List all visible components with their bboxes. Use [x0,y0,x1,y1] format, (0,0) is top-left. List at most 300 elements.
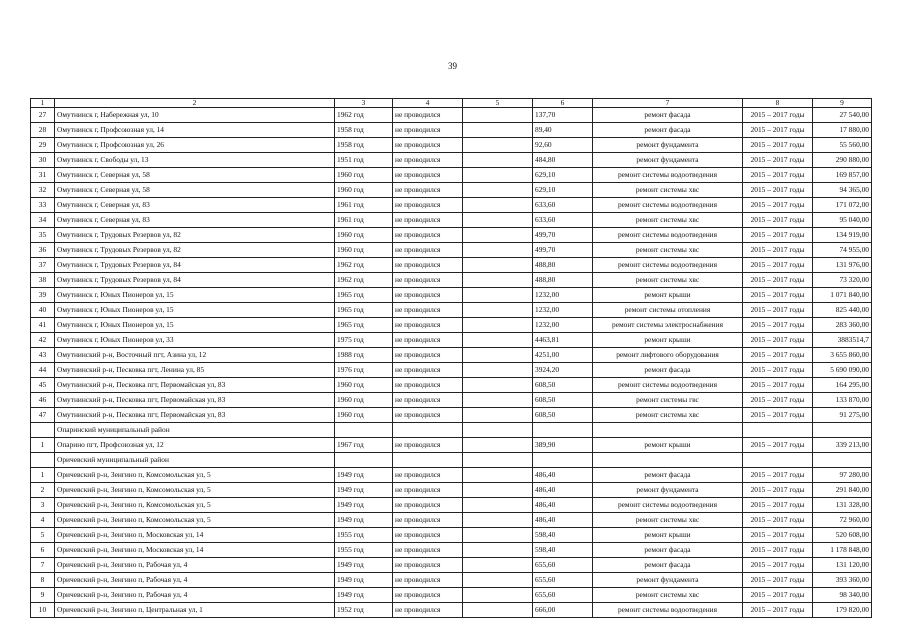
year-built-cell: 1960 год [335,393,393,408]
last-repair-cell: не проводился [393,498,463,513]
table-row [31,198,872,213]
column-5-cell [463,483,533,498]
area-cell: 655,60 [533,573,593,588]
table-row [31,513,872,528]
column-5-cell [463,273,533,288]
address-cell: Омутнинск г, Трудовых Резервов ул, 84 [55,258,335,273]
table-row [31,588,872,603]
year-built-cell: 1960 год [335,243,393,258]
column-5-cell [463,153,533,168]
address-cell: Оричевский р-н, Зенгино п, Рабочая ул, 4 [55,558,335,573]
cost-cell: 134 919,00 [813,228,872,243]
row-number-cell: 40 [31,303,55,318]
last-repair-cell: не проводился [393,273,463,288]
address-cell: Оричевский р-н, Зенгино п, Центральная ул, 1 [55,603,335,618]
last-repair-cell: не проводился [393,558,463,573]
work-type-cell: ремонт системы водоотведения [593,168,743,183]
row-number-cell: 1 [31,468,55,483]
empty-cell [463,423,533,438]
section-title: Опаринский муниципальный район [55,423,335,438]
table-row [31,408,872,423]
empty-cell [463,453,533,468]
period-cell: 2015 – 2017 годы [743,243,813,258]
row-number-cell: 9 [31,588,55,603]
section-row [31,423,872,438]
area-cell: 666,00 [533,603,593,618]
period-cell: 2015 – 2017 годы [743,363,813,378]
column-5-cell [463,243,533,258]
address-cell: Оричевский р-н, Зенгино п, Московская ул, 14 [55,543,335,558]
section-title: Оричевский муниципальный район [55,453,335,468]
address-cell: Омутнинский р-н, Песковка пгт, Первомайская ул, 83 [55,378,335,393]
column-5-cell [463,348,533,363]
empty-cell [743,453,813,468]
table-row [31,378,872,393]
column-5-cell [463,603,533,618]
table-row [31,438,872,453]
last-repair-cell: не проводился [393,318,463,333]
cost-cell: 169 857,00 [813,168,872,183]
period-cell: 2015 – 2017 годы [743,333,813,348]
empty-cell [533,453,593,468]
period-cell: 2015 – 2017 годы [743,513,813,528]
work-type-cell: ремонт системы хвс [593,243,743,258]
last-repair-cell: не проводился [393,543,463,558]
cost-cell: 290 880,00 [813,153,872,168]
last-repair-cell: не проводился [393,108,463,123]
year-built-cell: 1949 год [335,498,393,513]
row-number-cell: 28 [31,123,55,138]
table-row [31,498,872,513]
year-built-cell: 1949 год [335,483,393,498]
cost-cell: 393 360,00 [813,573,872,588]
column-header: 2 [55,99,335,108]
empty-cell [533,423,593,438]
address-cell: Омутнинск г, Северная ул, 58 [55,183,335,198]
last-repair-cell: не проводился [393,348,463,363]
year-built-cell: 1965 год [335,303,393,318]
section-row [31,453,872,468]
cost-cell: 91 275,00 [813,408,872,423]
work-type-cell: ремонт системы водоотведения [593,258,743,273]
work-type-cell: ремонт фасада [593,108,743,123]
year-built-cell: 1955 год [335,543,393,558]
column-5-cell [463,438,533,453]
last-repair-cell: не проводился [393,303,463,318]
address-cell: Омутнинск г, Трудовых Резервов ул, 82 [55,243,335,258]
work-type-cell: ремонт системы хвс [593,273,743,288]
row-number-cell: 38 [31,273,55,288]
period-cell: 2015 – 2017 годы [743,198,813,213]
work-type-cell: ремонт крыши [593,438,743,453]
year-built-cell: 1958 год [335,123,393,138]
cost-cell: 98 340,00 [813,588,872,603]
work-type-cell: ремонт системы водоотведения [593,378,743,393]
table-body [31,108,872,618]
cost-cell: 164 295,00 [813,378,872,393]
row-number-cell: 1 [31,438,55,453]
column-number-row [31,99,872,108]
address-cell: Оричевский р-н, Зенгино п, Комсомольская ул, 5 [55,498,335,513]
address-cell: Омутнинский р-н, Песковка пгт, Первомайская ул, 83 [55,393,335,408]
work-type-cell: ремонт крыши [593,528,743,543]
period-cell: 2015 – 2017 годы [743,528,813,543]
period-cell: 2015 – 2017 годы [743,108,813,123]
last-repair-cell: не проводился [393,228,463,243]
column-5-cell [463,123,533,138]
last-repair-cell: не проводился [393,123,463,138]
column-5-cell [463,198,533,213]
row-number-cell: 8 [31,573,55,588]
table-row [31,363,872,378]
period-cell: 2015 – 2017 годы [743,588,813,603]
table-row [31,543,872,558]
table-row [31,483,872,498]
area-cell: 1232,00 [533,318,593,333]
table-row [31,393,872,408]
cost-cell: 131 976,00 [813,258,872,273]
table-row [31,108,872,123]
row-number-cell: 35 [31,228,55,243]
area-cell: 1232,00 [533,303,593,318]
last-repair-cell: не проводился [393,138,463,153]
work-type-cell: ремонт системы отопления [593,303,743,318]
year-built-cell: 1975 год [335,333,393,348]
address-cell: Омутнинск г, Северная ул, 58 [55,168,335,183]
area-cell: 608,50 [533,408,593,423]
cost-cell: 55 560,00 [813,138,872,153]
work-type-cell: ремонт системы хвс [593,588,743,603]
work-type-cell: ремонт системы хвс [593,513,743,528]
period-cell: 2015 – 2017 годы [743,168,813,183]
row-number-cell: 3 [31,498,55,513]
period-cell: 2015 – 2017 годы [743,408,813,423]
repair-program-table [30,98,872,618]
address-cell: Оричевский р-н, Зенгино п, Комсомольская ул, 5 [55,513,335,528]
period-cell: 2015 – 2017 годы [743,228,813,243]
year-built-cell: 1960 год [335,408,393,423]
row-number-cell: 43 [31,348,55,363]
cost-cell: 72 960,00 [813,513,872,528]
period-cell: 2015 – 2017 годы [743,258,813,273]
row-number-cell: 31 [31,168,55,183]
table-row [31,258,872,273]
column-5-cell [463,333,533,348]
page-number: 39 [448,61,457,71]
cost-cell: 95 040,00 [813,213,872,228]
empty-cell [393,423,463,438]
cost-cell: 97 280,00 [813,468,872,483]
period-cell: 2015 – 2017 годы [743,288,813,303]
address-cell: Омутнинск г, Юных Пионеров ул, 15 [55,318,335,333]
column-5-cell [463,288,533,303]
last-repair-cell: не проводился [393,438,463,453]
last-repair-cell: не проводился [393,288,463,303]
year-built-cell: 1960 год [335,168,393,183]
year-built-cell: 1949 год [335,513,393,528]
last-repair-cell: не проводился [393,573,463,588]
cost-cell: 131 328,00 [813,498,872,513]
year-built-cell: 1960 год [335,228,393,243]
table-row [31,168,872,183]
cost-cell: 133 870,00 [813,393,872,408]
area-cell: 488,80 [533,258,593,273]
table-row [31,573,872,588]
cost-cell: 5 690 090,00 [813,363,872,378]
empty-cell [743,423,813,438]
column-header: 3 [335,99,393,108]
year-built-cell: 1958 год [335,138,393,153]
year-built-cell: 1949 год [335,558,393,573]
area-cell: 598,40 [533,528,593,543]
column-5-cell [463,183,533,198]
column-5-cell [463,408,533,423]
area-cell: 499,70 [533,243,593,258]
row-number-cell: 42 [31,333,55,348]
area-cell: 486,40 [533,513,593,528]
period-cell: 2015 – 2017 годы [743,498,813,513]
year-built-cell: 1962 год [335,108,393,123]
table-row [31,528,872,543]
column-5-cell [463,228,533,243]
area-cell: 608,50 [533,378,593,393]
cost-cell: 825 440,00 [813,303,872,318]
row-number-cell: 41 [31,318,55,333]
row-number-cell: 5 [31,528,55,543]
last-repair-cell: не проводился [393,183,463,198]
row-number-cell: 27 [31,108,55,123]
column-header: 5 [463,99,533,108]
cost-cell: 171 072,00 [813,198,872,213]
column-5-cell [463,468,533,483]
last-repair-cell: не проводился [393,468,463,483]
address-cell: Омутнинский р-н, Песковка пгт, Первомайская ул, 83 [55,408,335,423]
work-type-cell: ремонт системы водоотведения [593,603,743,618]
work-type-cell: ремонт системы водоотведения [593,228,743,243]
row-number-cell: 10 [31,603,55,618]
work-type-cell: ремонт фундамента [593,153,743,168]
work-type-cell: ремонт системы хвс [593,183,743,198]
cost-cell: 73 320,00 [813,273,872,288]
column-5-cell [463,498,533,513]
area-cell: 598,40 [533,543,593,558]
year-built-cell: 1965 год [335,288,393,303]
work-type-cell: ремонт лифтового оборудования [593,348,743,363]
area-cell: 486,40 [533,483,593,498]
last-repair-cell: не проводился [393,243,463,258]
cost-cell: 74 955,00 [813,243,872,258]
area-cell: 629,10 [533,168,593,183]
address-cell: Омутнинский р-н, Восточный пгт, Азина ул, 12 [55,348,335,363]
cost-cell: 283 360,00 [813,318,872,333]
year-built-cell: 1967 год [335,438,393,453]
period-cell: 2015 – 2017 годы [743,393,813,408]
column-5-cell [463,318,533,333]
period-cell: 2015 – 2017 годы [743,378,813,393]
period-cell: 2015 – 2017 годы [743,483,813,498]
year-built-cell: 1955 год [335,528,393,543]
table-row [31,288,872,303]
column-5-cell [463,528,533,543]
column-5-cell [463,258,533,273]
year-built-cell: 1949 год [335,468,393,483]
period-cell: 2015 – 2017 годы [743,543,813,558]
address-cell: Оричевский р-н, Зенгино п, Комсомольская ул, 5 [55,483,335,498]
period-cell: 2015 – 2017 годы [743,153,813,168]
column-header: 6 [533,99,593,108]
row-number-cell: 32 [31,183,55,198]
table-row [31,468,872,483]
last-repair-cell: не проводился [393,213,463,228]
address-cell: Омутнинск г, Профсоюзная ул, 14 [55,123,335,138]
empty-cell [593,423,743,438]
table-row [31,333,872,348]
address-cell: Оричевский р-н, Зенгино п, Комсомольская ул, 5 [55,468,335,483]
column-5-cell [463,573,533,588]
area-cell: 655,60 [533,588,593,603]
period-cell: 2015 – 2017 годы [743,348,813,363]
column-header: 7 [593,99,743,108]
column-header: 4 [393,99,463,108]
work-type-cell: ремонт фасада [593,123,743,138]
column-5-cell [463,138,533,153]
row-number-cell: 37 [31,258,55,273]
year-built-cell: 1962 год [335,258,393,273]
cost-cell: 1 071 840,00 [813,288,872,303]
area-cell: 633,60 [533,198,593,213]
period-cell: 2015 – 2017 годы [743,558,813,573]
period-cell: 2015 – 2017 годы [743,438,813,453]
table-row [31,138,872,153]
column-5-cell [463,393,533,408]
column-5-cell [463,588,533,603]
column-5-cell [463,378,533,393]
work-type-cell: ремонт системы гвс [593,393,743,408]
section-number-cell [31,423,55,438]
year-built-cell: 1961 год [335,198,393,213]
year-built-cell: 1962 год [335,273,393,288]
period-cell: 2015 – 2017 годы [743,183,813,198]
address-cell: Омутнинск г, Юных Пионеров ул, 33 [55,333,335,348]
row-number-cell: 4 [31,513,55,528]
address-cell: Омутнинск г, Юных Пионеров ул, 15 [55,288,335,303]
cost-cell: 1 178 848,00 [813,543,872,558]
address-cell: Омутнинск г, Северная ул, 83 [55,198,335,213]
table-row [31,123,872,138]
area-cell: 3924,20 [533,363,593,378]
period-cell: 2015 – 2017 годы [743,603,813,618]
work-type-cell: ремонт фасада [593,468,743,483]
work-type-cell: ремонт системы хвс [593,213,743,228]
row-number-cell: 47 [31,408,55,423]
year-built-cell: 1951 год [335,153,393,168]
empty-cell [335,453,393,468]
row-number-cell: 33 [31,198,55,213]
area-cell: 4251,00 [533,348,593,363]
table-row [31,558,872,573]
row-number-cell: 2 [31,483,55,498]
address-cell: Омутнинск г, Северная ул, 83 [55,213,335,228]
row-number-cell: 29 [31,138,55,153]
column-header: 9 [813,99,872,108]
last-repair-cell: не проводился [393,588,463,603]
year-built-cell: 1960 год [335,378,393,393]
period-cell: 2015 – 2017 годы [743,468,813,483]
year-built-cell: 1949 год [335,573,393,588]
table-row [31,243,872,258]
period-cell: 2015 – 2017 годы [743,138,813,153]
empty-cell [393,453,463,468]
work-type-cell: ремонт фасада [593,363,743,378]
period-cell: 2015 – 2017 годы [743,303,813,318]
cost-cell: 17 880,00 [813,123,872,138]
row-number-cell: 46 [31,393,55,408]
work-type-cell: ремонт системы электроснабжения [593,318,743,333]
area-cell: 484,80 [533,153,593,168]
area-cell: 4463,81 [533,333,593,348]
table-row [31,213,872,228]
last-repair-cell: не проводился [393,513,463,528]
address-cell: Омутнинск г, Юных Пионеров ул, 15 [55,303,335,318]
row-number-cell: 36 [31,243,55,258]
last-repair-cell: не проводился [393,603,463,618]
last-repair-cell: не проводился [393,198,463,213]
work-type-cell: ремонт крыши [593,333,743,348]
last-repair-cell: не проводился [393,153,463,168]
address-cell: Оричевский р-н, Зенгино п, Рабочая ул, 4 [55,588,335,603]
area-cell: 629,10 [533,183,593,198]
year-built-cell: 1949 год [335,588,393,603]
year-built-cell: 1960 год [335,183,393,198]
address-cell: Омутнинск г, Трудовых Резервов ул, 84 [55,273,335,288]
column-5-cell [463,168,533,183]
row-number-cell: 7 [31,558,55,573]
cost-cell: 3883514,7 [813,333,872,348]
address-cell: Оричевский р-н, Зенгино п, Московская ул, 14 [55,528,335,543]
table-row [31,183,872,198]
row-number-cell: 34 [31,213,55,228]
table-row [31,303,872,318]
table-row [31,603,872,618]
cost-cell: 94 365,00 [813,183,872,198]
area-cell: 488,80 [533,273,593,288]
period-cell: 2015 – 2017 годы [743,573,813,588]
year-built-cell: 1952 год [335,603,393,618]
last-repair-cell: не проводился [393,333,463,348]
address-cell: Оричевский р-н, Зенгино п, Рабочая ул, 4 [55,573,335,588]
column-5-cell [463,303,533,318]
work-type-cell: ремонт системы хвс [593,408,743,423]
area-cell: 486,40 [533,468,593,483]
area-cell: 633,60 [533,213,593,228]
row-number-cell: 44 [31,363,55,378]
area-cell: 655,60 [533,558,593,573]
period-cell: 2015 – 2017 годы [743,273,813,288]
last-repair-cell: не проводился [393,258,463,273]
cost-cell: 3 655 860,00 [813,348,872,363]
row-number-cell: 30 [31,153,55,168]
empty-cell [335,423,393,438]
year-built-cell: 1965 год [335,318,393,333]
year-built-cell: 1976 год [335,363,393,378]
last-repair-cell: не проводился [393,393,463,408]
column-5-cell [463,363,533,378]
column-5-cell [463,543,533,558]
last-repair-cell: не проводился [393,408,463,423]
period-cell: 2015 – 2017 годы [743,213,813,228]
last-repair-cell: не проводился [393,483,463,498]
row-number-cell: 39 [31,288,55,303]
